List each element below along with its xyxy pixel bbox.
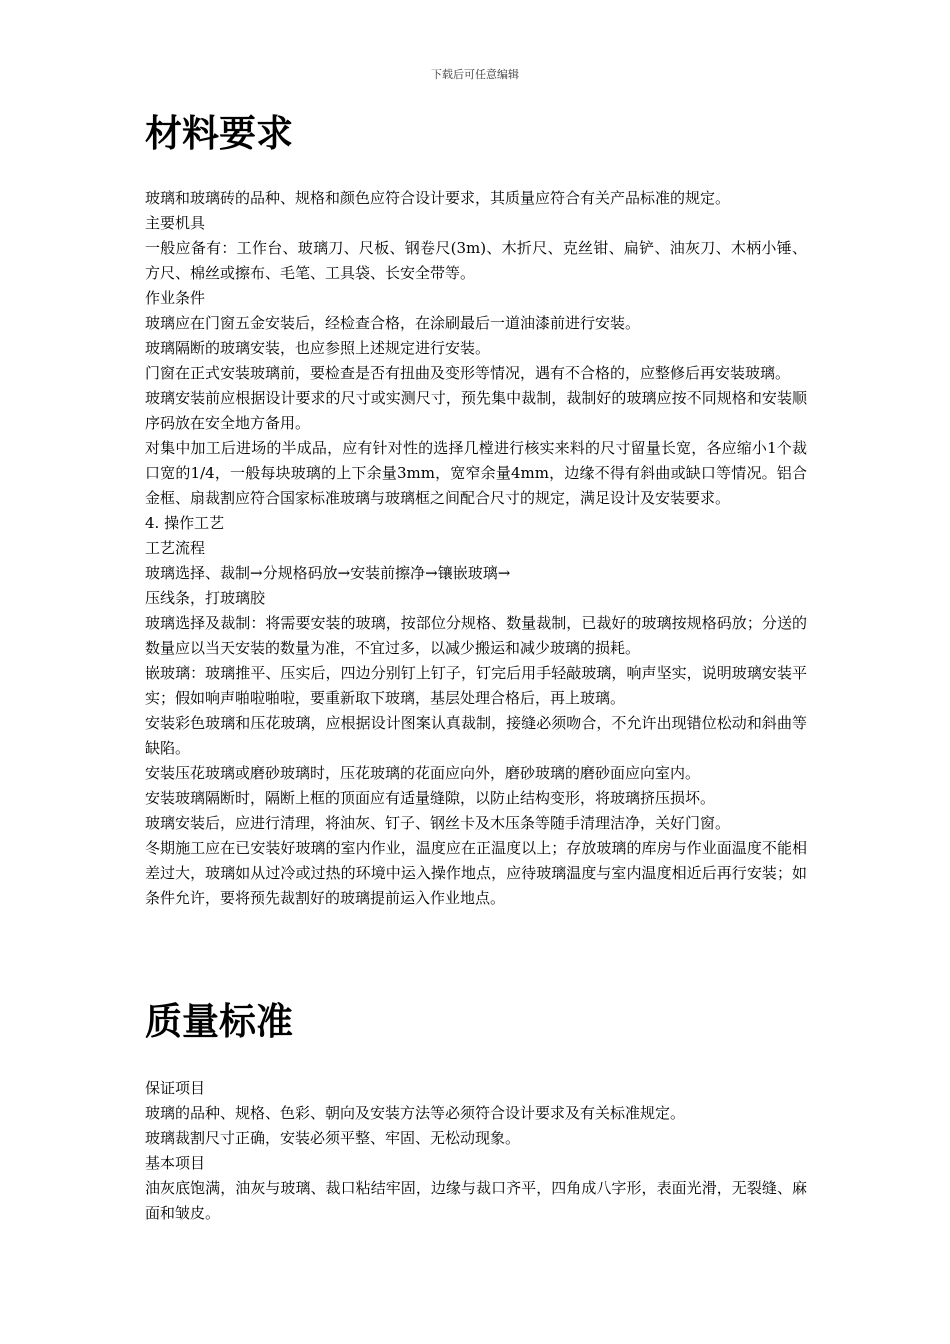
subheading: 保证项目 <box>145 1079 206 1097</box>
subheading: 主要机具 <box>145 214 206 232</box>
paragraph: 冬期施工应在已安装好玻璃的室内作业，温度应在正温度以上；存放玻璃的库房与作业面温度不能相差过大，玻璃如从过冷或过热的环境中运入操作地点，应待玻璃温度与室内温度相近后再行安装；如条件允许，要将预先裁割好的玻璃提前运入作业地点。 <box>145 839 807 907</box>
paragraph: 玻璃应在门窗五金安装后，经检查合格，在涂刷最后一道油漆前进行安装。 <box>145 314 641 332</box>
paragraph: 玻璃的品种、规格、色彩、朝向及安装方法等必须符合设计要求及有关标准规定。 <box>145 1104 686 1122</box>
section-title: 材料要求 <box>145 112 293 155</box>
paragraph: 玻璃裁割尺寸正确，安装必须平整、牢固、无松动现象。 <box>145 1129 521 1147</box>
subheading: 工艺流程 <box>145 539 206 557</box>
section-quality-standards <box>145 996 807 1226</box>
section-material-requirements <box>145 108 807 911</box>
paragraph: 安装压花玻璃或磨砂玻璃时，压花玻璃的花面应向外，磨砂玻璃的磨砂面应向室内。 <box>145 764 701 782</box>
header-note: 下载后可任意编辑 <box>431 68 519 81</box>
subheading: 基本项目 <box>145 1154 206 1172</box>
paragraph: 玻璃和玻璃砖的品种、规格和颜色应符合设计要求，其质量应符合有关产品标准的规定。 <box>145 189 731 207</box>
paragraph: 门窗在正式安装玻璃前，要检查是否有扭曲及变形等情况，遇有不合格的，应整修后再安装玻璃。 <box>145 364 791 382</box>
paragraph: 对集中加工后进场的半成品，应有针对性的选择几樘进行核实来料的尺寸留量长宽，各应缩小1个裁口宽的1/4，一般每块玻璃的上下余量3mm，宽窄余量4mm，边缘不得有斜曲或缺口等情况。铝合金框、扇裁割应符合国家标准玻璃与玻璃框之间配合尺寸的规定，满足设计及安装要求。 <box>145 439 807 507</box>
paragraph: 安装彩色玻璃和压花玻璃，应根据设计图案认真裁制，接缝必须吻合，不允许出现错位松动和斜曲等缺陷。 <box>145 714 807 757</box>
process-flow-line: 压线条，打玻璃胶 <box>145 589 266 607</box>
process-flow-line: 玻璃选择、裁制→分规格码放→安装前擦净→镶嵌玻璃→ <box>145 564 511 582</box>
paragraph: 玻璃安装后，应进行清理，将油灰、钉子、钢丝卡及木压条等随手清理洁净，关好门窗。 <box>145 814 731 832</box>
paragraph: 安装玻璃隔断时，隔断上框的顶面应有适量缝隙，以防止结构变形，将玻璃挤压损坏。 <box>145 789 716 807</box>
paragraph: 玻璃隔断的玻璃安装，也应参照上述规定进行安装。 <box>145 339 491 357</box>
paragraph: 玻璃安装前应根据设计要求的尺寸或实测尺寸，预先集中裁制，裁制好的玻璃应按不同规格和安装顺序码放在安全地方备用。 <box>145 389 807 432</box>
paragraph: 油灰底饱满，油灰与玻璃、裁口粘结牢固，边缘与裁口齐平，四角成八字形，表面光滑，无裂缝、麻面和皱皮。 <box>145 1179 807 1222</box>
paragraph: 一般应备有：工作台、玻璃刀、尺板、钢卷尺(3m)、木折尺、克丝钳、扁铲、油灰刀、木柄小锤、方尺、棉丝或擦布、毛笔、工具袋、长安全带等。 <box>145 239 807 282</box>
section-title: 质量标准 <box>145 1000 293 1043</box>
paragraph: 玻璃选择及裁制：将需要安装的玻璃，按部位分规格、数量裁制，已裁好的玻璃按规格码放；分送的数量应以当天安装的数量为准，不宜过多，以减少搬运和减少玻璃的损耗。 <box>145 614 807 657</box>
paragraph: 嵌玻璃：玻璃推平、压实后，四边分别钉上钉子，钉完后用手轻敲玻璃，响声坚实，说明玻璃安装平实；假如响声啪啦啪啦，要重新取下玻璃，基层处理合格后，再上玻璃。 <box>145 664 807 707</box>
subheading: 4. 操作工艺 <box>145 514 225 532</box>
subheading: 作业条件 <box>145 289 206 307</box>
